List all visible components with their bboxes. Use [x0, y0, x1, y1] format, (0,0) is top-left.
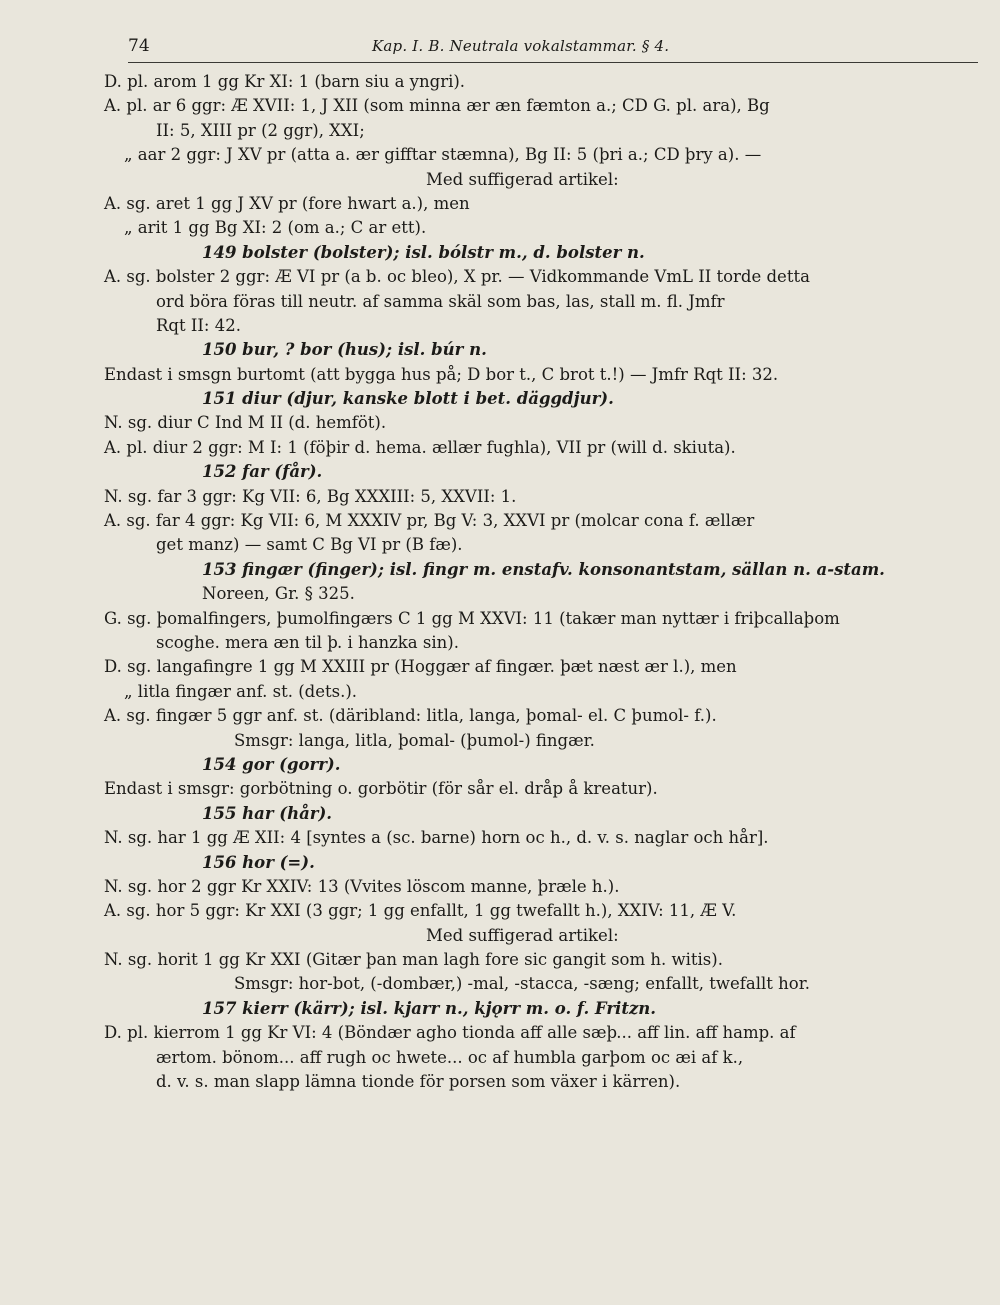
- text-line: Endast i smsgn burtomt (att bygga hus på; D bor t., C brot t.!) — Jmfr Rqt II: 32.: [104, 364, 779, 384]
- text-line: d. v. s. man slapp lämna tionde för porsen som växer i kärren).: [156, 1072, 681, 1092]
- text-line: A. pl. diur 2 ggr: M I: 1 (föþir d. hema. ællær fughla), VII pr (will d. skiuta).: [104, 437, 736, 457]
- text-line: N. sg. horit 1 gg Kr XXI (Gitær þan man lagh fore sic gangit som h. witis).: [104, 950, 723, 970]
- text-line: G. sg. þomalfingers, þumolfingærs C 1 gg M XXVI: 11 (takær man nyttær i friþcallaþom: [104, 608, 840, 628]
- text-line: A. pl. ar 6 ggr: Æ XVII: 1, J XII (som minna ær æn fæmton a.; CD G. pl. ara), Bg: [104, 96, 770, 116]
- text-line: ærtom. bönom... aff rugh oc hwete... oc af humbla garþom oc æi af k.,: [156, 1047, 744, 1067]
- section-label: Med suffigerad artikel:: [426, 925, 619, 945]
- entry-heading: 152 far (får).: [202, 462, 323, 482]
- entry-heading: 154 gor (gorr).: [202, 754, 341, 774]
- entry-heading: 155 har (hår).: [202, 803, 333, 823]
- text-line: A. sg. hor 5 ggr: Kr XXI (3 ggr; 1 gg enfallt, 1 gg twefallt h.), XXIV: 11, Æ V.: [104, 901, 737, 921]
- text-line: Rqt II: 42.: [156, 315, 241, 335]
- text-line: A. sg. far 4 ggr: Kg VII: 6, M XXXIV pr, Bg V: 3, XXVI pr (molcar cona f. ællær: [104, 511, 755, 531]
- text-line: N. sg. har 1 gg Æ XII: 4 [syntes a (sc. barne) horn oc h., d. v. s. naglar och hår].: [104, 828, 769, 848]
- text-line: II: 5, XIII pr (2 ggr), XXI;: [156, 120, 365, 140]
- compounds-line: Smsgr: langa, litla, þomal- (þumol-) fingær.: [234, 730, 595, 750]
- text-line: scoghe. mera æn til þ. i hanzka sin).: [156, 632, 459, 652]
- entry-heading: 153 fingær (finger); isl. fingr m. enstafv. konsonantstam, sällan n. a-stam.: [202, 559, 885, 579]
- page-body: [104, 70, 976, 1094]
- text-line: D. sg. langafingre 1 gg M XXIII pr (Hoggær af fingær. þæt næst ær l.), men: [104, 657, 737, 677]
- text-line: ord böra föras till neutr. af samma skäl som bas, las, stall m. fl. Jmfr: [156, 291, 725, 311]
- text-line: N. sg. hor 2 ggr Kr XXIV: 13 (Vvites löscom manne, þræle h.).: [104, 876, 620, 896]
- entry-heading: 150 bur, ? bor (hus); isl. búr n.: [202, 340, 487, 360]
- entry-heading: 149 bolster (bolster); isl. bólstr m., d. bolster n.: [202, 242, 645, 262]
- text-line: D. pl. arom 1 gg Kr XI: 1 (barn siu a yngri).: [104, 72, 466, 91]
- text-line: A. sg. bolster 2 ggr: Æ VI pr (a b. oc bleo), X pr. — Vidkommande VmL II torde detta: [104, 267, 810, 287]
- entry-heading: 151 diur (djur, kanske blott i bet. däggdjur).: [202, 389, 614, 409]
- entry-heading: 157 kierr (kärr); isl. kjarr n., kjǫrr m. o. f. Fritzn.: [202, 998, 657, 1018]
- section-label: Med suffigerad artikel:: [426, 169, 619, 189]
- running-title: Kap. I. B. Neutrala vokalstammar. § 4.: [372, 37, 670, 55]
- text-line: Endast i smsgr: gorbötning o. gorbötir (för sår el. dråp å kreatur).: [104, 779, 658, 799]
- page-number: 74: [128, 36, 150, 56]
- text-line: „ litla fingær anf. st. (dets.).: [124, 681, 358, 701]
- text-line: „ aar 2 ggr: J XV pr (atta a. ær gifftar stæmna), Bg II: 5 (þri a.; CD þry a). —: [124, 145, 762, 165]
- text-line: A. sg. aret 1 gg J XV pr (fore hwart a.), men: [104, 193, 470, 213]
- text-line: get manz) — samt C Bg VI pr (B fæ).: [156, 535, 463, 555]
- compounds-line: Smsgr: hor-bot, (-dombær,) -mal, -stacca, -sæng; enfallt, twefallt hor.: [234, 974, 811, 994]
- text-line: D. pl. kierrom 1 gg Kr VI: 4 (Böndær agho tionda aff alle sæþ... aff lin. aff hamp. af: [104, 1023, 796, 1043]
- text-line: N. sg. diur C Ind M II (d. hemföt).: [104, 413, 387, 433]
- text-line: Noreen, Gr. § 325.: [202, 584, 355, 604]
- text-line: N. sg. far 3 ggr: Kg VII: 6, Bg XXXIII: 5, XXVII: 1.: [104, 486, 517, 506]
- text-line: „ arit 1 gg Bg XI: 2 (om a.; C ar ett).: [124, 218, 427, 238]
- entry-heading: 156 hor (=).: [202, 852, 315, 872]
- page-header: [128, 36, 978, 63]
- text-line: A. sg. fingær 5 ggr anf. st. (däribland: litla, langa, þomal- el. C þumol- f.).: [104, 706, 717, 726]
